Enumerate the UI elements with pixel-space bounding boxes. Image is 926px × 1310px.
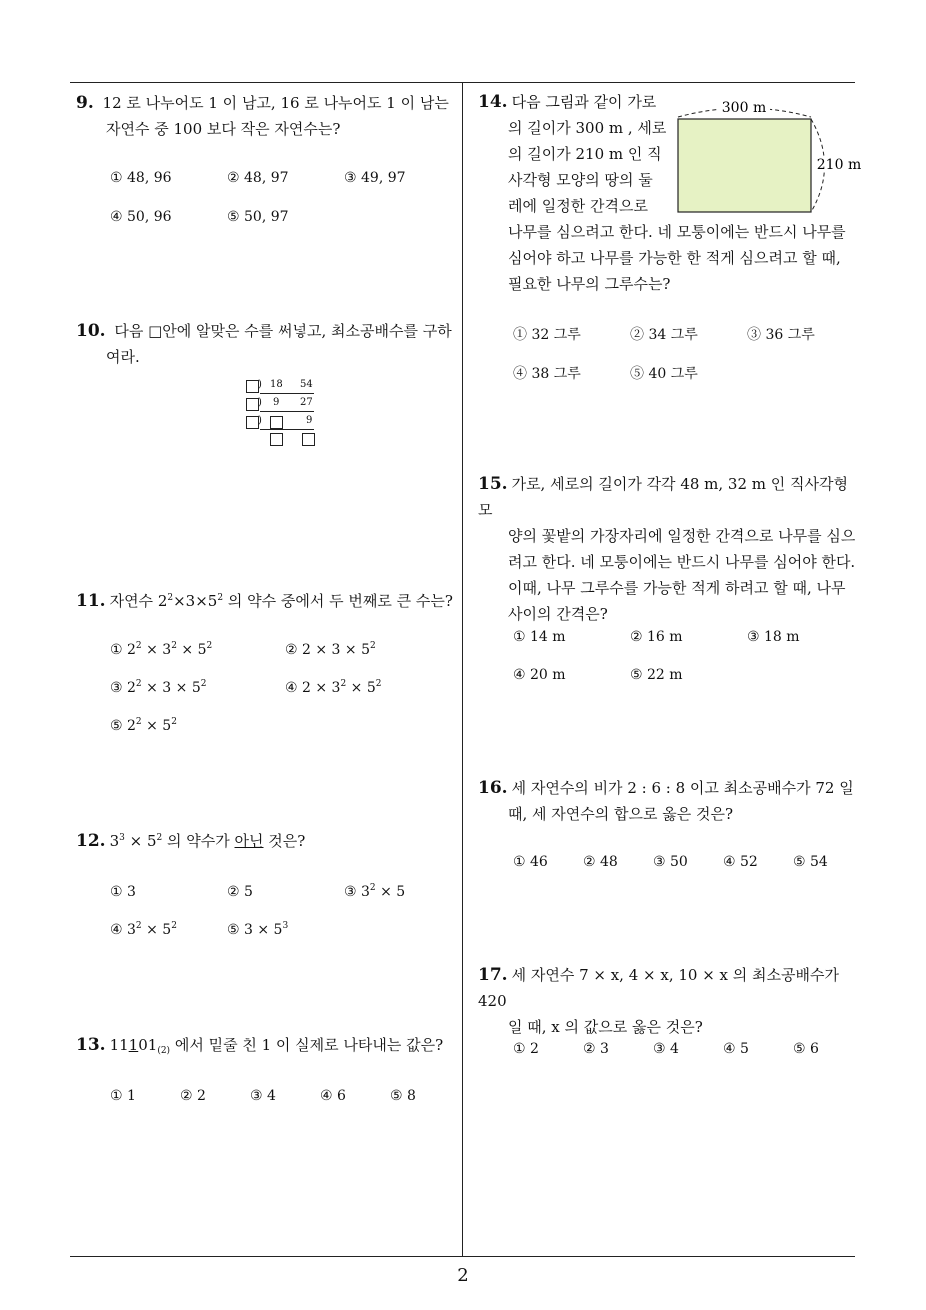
option[interactable]: ③ 49, 97 <box>344 170 406 186</box>
option[interactable]: ③ $3^2 \times 5$ <box>344 883 406 900</box>
question-text: 다음 그림과 같이 가로 <box>511 93 657 111</box>
question-text: 이때, 나무 그루수를 가능한 적게 하려고 할 때, 나무 <box>508 579 846 597</box>
ladder-value: 27 <box>300 397 313 408</box>
option[interactable]: ⑤ 6 <box>793 1041 819 1057</box>
question-text: 양의 꽃밭의 가장자리에 일정한 간격으로 나무를 심으 <box>508 527 856 545</box>
option[interactable]: ③ 36 그루 <box>747 327 815 343</box>
option[interactable]: ② 16 m <box>630 629 683 645</box>
question-text: 세 자연수의 비가 2 : 6 : 8 이고 최소공배수가 72 일 <box>511 779 854 797</box>
answer-box[interactable] <box>270 416 283 429</box>
option[interactable]: ① 48, 96 <box>110 170 172 186</box>
question-text: 의 길이가 300 m , 세로 <box>508 119 667 137</box>
option[interactable]: ④ 50, 96 <box>110 209 172 225</box>
option[interactable]: ④ 38 그루 <box>513 366 581 382</box>
height-label: 210 m <box>816 157 862 173</box>
question-text: 사각형 모양의 땅의 둘 <box>508 171 653 189</box>
option[interactable]: ④ 6 <box>320 1088 346 1104</box>
option[interactable]: ① 2 <box>513 1041 539 1057</box>
option[interactable]: ② $2 \times 3 \times 5^2$ <box>285 641 376 658</box>
question-number: 12. <box>76 831 106 851</box>
question-text: 사이의 간격은? <box>508 605 608 623</box>
question-text: $11101_{(2)}$ 에서 밑줄 친 1 이 실제로 나타내는 값은? <box>109 1036 444 1056</box>
option[interactable]: ② 2 <box>180 1088 206 1104</box>
option[interactable]: ② 5 <box>227 884 253 900</box>
option[interactable]: ⑤ $3 \times 5^3$ <box>227 921 289 938</box>
question-15 <box>478 471 863 627</box>
division-ladder: ) 18 54 ) 9 27 ) 9 <box>244 378 324 448</box>
option[interactable]: ③ 18 m <box>747 629 800 645</box>
question-text: 12 로 나누어도 1 이 남고, 16 로 나누어도 1 이 남는 <box>102 94 449 112</box>
option[interactable]: ⑤ $2^2 \times 5^2$ <box>110 717 177 734</box>
option[interactable]: ① 1 <box>110 1088 136 1104</box>
option[interactable]: ⑤ 40 그루 <box>630 366 698 382</box>
question-16 <box>478 775 863 827</box>
question-number: 9. <box>76 93 94 113</box>
option[interactable]: ⑤ 54 <box>793 854 828 870</box>
option[interactable]: ⑤ 8 <box>390 1088 416 1104</box>
column-divider <box>462 82 463 1257</box>
question-number: 14. <box>478 92 508 112</box>
option[interactable]: ⑤ 50, 97 <box>227 209 289 225</box>
question-text: 의 길이가 210 m 인 직 <box>508 145 662 163</box>
bottom-rule <box>70 1256 855 1257</box>
question-number: 13. <box>76 1035 106 1055</box>
question-text: 다음 □안에 알맞은 수를 써넣고, 최소공배수를 구하 <box>114 322 452 340</box>
width-label: 300 m <box>721 100 767 116</box>
question-text: 일 때, x 의 값으로 옳은 것은? <box>508 1018 703 1036</box>
option[interactable]: ④ $2 \times 3^2 \times 5^2$ <box>285 679 382 696</box>
option[interactable]: ⑤ 22 m <box>630 667 683 683</box>
field-rectangle-figure <box>668 94 863 220</box>
option[interactable]: ① 14 m <box>513 629 566 645</box>
option[interactable]: ③ 50 <box>653 854 688 870</box>
option[interactable]: ③ 4 <box>250 1088 276 1104</box>
option[interactable]: ④ $3^2 \times 5^2$ <box>110 921 177 938</box>
question-17 <box>478 962 863 1040</box>
question-text: $3^3 \times 5^2$ 의 약수가 아닌 것은? <box>109 832 306 850</box>
question-text: 려고 한다. 네 모퉁이에는 반드시 나무를 심어야 한다. <box>508 553 856 571</box>
option[interactable]: ① 32 그루 <box>513 327 581 343</box>
question-13 <box>76 1032 461 1058</box>
question-number: 15. <box>478 474 508 494</box>
question-11 <box>76 588 461 614</box>
question-9 <box>76 90 461 142</box>
option[interactable]: ① $2^2 \times 3^2 \times 5^2$ <box>110 641 213 658</box>
question-text: 자연수 중 100 보다 작은 자연수는? <box>106 120 341 138</box>
option[interactable]: ④ 5 <box>723 1041 749 1057</box>
ladder-value: 9 <box>306 415 313 426</box>
field-rectangle <box>678 119 811 212</box>
answer-box[interactable] <box>302 433 315 446</box>
question-number: 10. <box>76 321 106 341</box>
option[interactable]: ③ 4 <box>653 1041 679 1057</box>
question-text: 자연수 $2^2\times 3\times 5^2$ 의 약수 중에서 두 번째로 큰 수는? <box>109 592 453 610</box>
ladder-value: 18 <box>270 379 283 390</box>
option[interactable]: ④ 52 <box>723 854 758 870</box>
question-12 <box>76 828 461 854</box>
question-text: 심어야 하고 나무를 가능한 한 적게 심으려고 할 때, <box>508 249 841 267</box>
question-text: 여라. <box>106 348 140 366</box>
option[interactable]: ② 48, 97 <box>227 170 289 186</box>
option[interactable]: ① 3 <box>110 884 136 900</box>
question-number: 11. <box>76 591 106 611</box>
option[interactable]: ② 34 그루 <box>630 327 698 343</box>
question-text: 가로, 세로의 길이가 각각 48 m, 32 m 인 직사각형 모 <box>478 475 848 519</box>
option[interactable]: ① 46 <box>513 854 548 870</box>
option[interactable]: ③ $2^2 \times 3 \times 5^2$ <box>110 679 207 696</box>
question-text: 필요한 나무의 그루수는? <box>508 275 671 293</box>
question-text: 세 자연수 7 × x, 4 × x, 10 × x 의 최소공배수가 420 <box>478 966 839 1010</box>
question-text: 레에 일정한 간격으로 <box>508 197 648 215</box>
question-text: 나무를 심으려고 한다. 네 모퉁이에는 반드시 나무를 <box>508 223 846 241</box>
question-text: 때, 세 자연수의 합으로 옳은 것은? <box>508 805 734 823</box>
answer-box[interactable] <box>270 433 283 446</box>
ladder-value: 9 <box>273 397 280 408</box>
page-number: 2 <box>457 1265 469 1286</box>
question-10 <box>76 318 461 370</box>
question-number: 16. <box>478 778 508 798</box>
option[interactable]: ② 48 <box>583 854 618 870</box>
option[interactable]: ② 3 <box>583 1041 609 1057</box>
question-number: 17. <box>478 965 508 985</box>
option[interactable]: ④ 20 m <box>513 667 566 683</box>
ladder-value: 54 <box>300 379 313 390</box>
